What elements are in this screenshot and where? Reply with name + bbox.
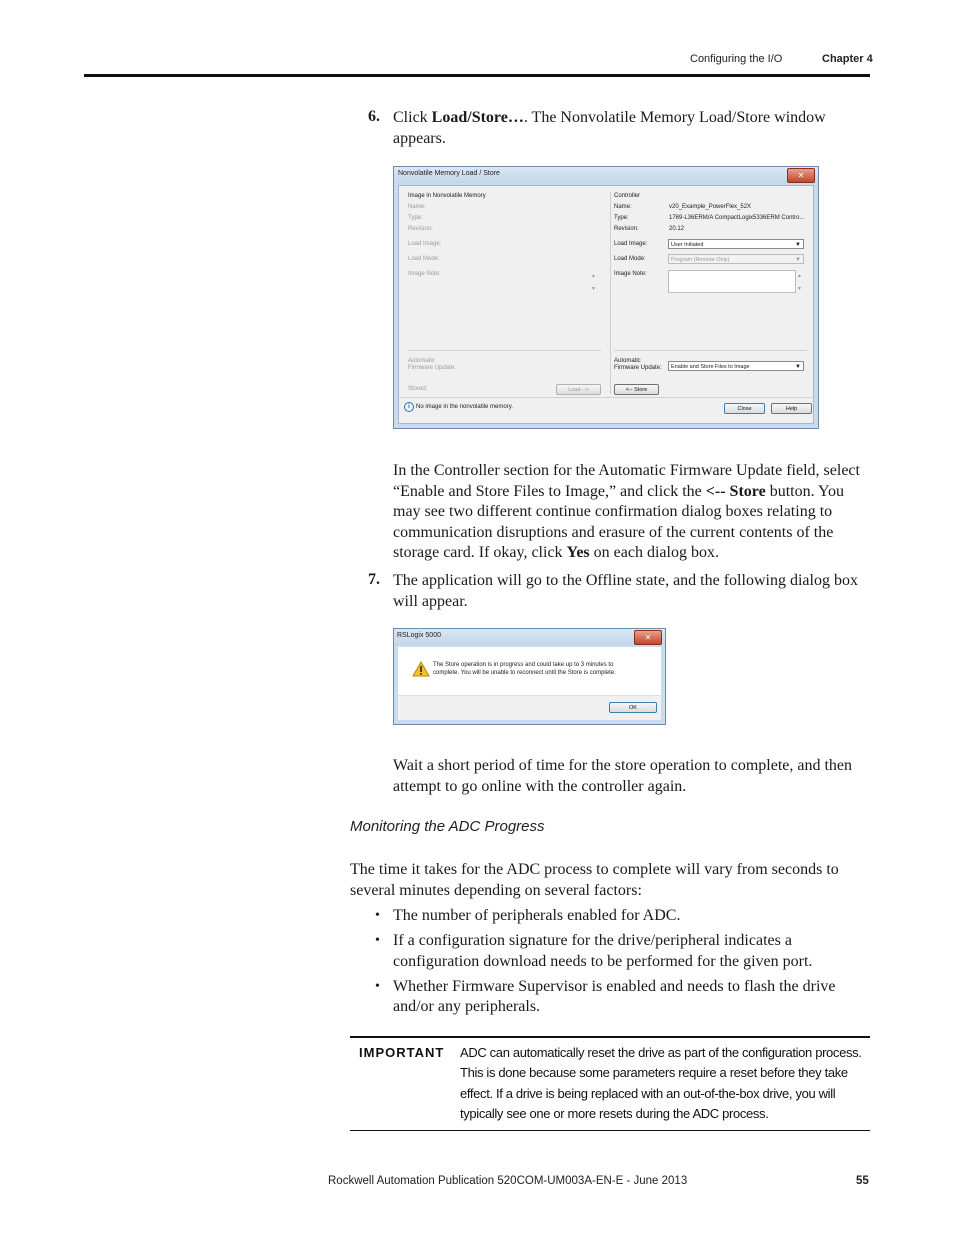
step-6-text xyxy=(393,108,863,149)
dialog2-title: RSLogix 5000 xyxy=(397,632,441,639)
image-load-image-label: Load Image: xyxy=(408,241,442,247)
group-divider xyxy=(610,192,611,394)
help-button[interactable]: Help xyxy=(771,403,812,414)
image-name-label: Name: xyxy=(408,204,426,210)
instr-store-command: <-- Store xyxy=(705,482,766,500)
instr-part-3: on each dialog box. xyxy=(589,544,719,561)
factor-list xyxy=(373,906,873,1018)
image-note-scroll-icon: ▲ ▼ xyxy=(591,273,596,292)
dialog-client xyxy=(398,185,814,424)
dialog2-message-line-1: The Store operation is in progress and could take up to 3 minutes to xyxy=(433,662,614,668)
controller-auto-fw-label-2: Firmware Update: xyxy=(614,365,662,371)
dialog2-titlebar xyxy=(394,629,665,645)
important-top-rule xyxy=(350,1036,870,1038)
firmware-update-value: Enable and Store Files to Image xyxy=(671,364,750,370)
image-revision-label: Revision: xyxy=(408,226,433,232)
close-icon[interactable]: ✕ xyxy=(787,168,815,183)
dialog2-message-line-2: complete. You will be unable to reconnect until the Store is complete. xyxy=(433,670,616,676)
load-mode-select[interactable] xyxy=(668,254,804,264)
image-load-mode-label: Load Mode: xyxy=(408,256,440,262)
step-6-number: 6. xyxy=(368,108,380,125)
dialog2-client xyxy=(398,647,661,720)
ok-button[interactable]: OK xyxy=(609,702,657,713)
close-button[interactable]: Close xyxy=(724,403,765,414)
image-type-label: Type: xyxy=(408,215,423,221)
controller-auto-fw-label-1: Automatic xyxy=(614,358,641,364)
image-stored-label: Stored: xyxy=(408,386,428,392)
load-button[interactable]: Load --> xyxy=(556,384,601,395)
controller-load-image-label: Load Image: xyxy=(614,241,648,247)
chevron-down-icon: ▼ xyxy=(795,242,801,248)
nonvolatile-memory-dialog xyxy=(393,166,819,429)
header-rule xyxy=(84,74,870,77)
dialog2-footer xyxy=(398,695,661,720)
controller-group-separator xyxy=(614,350,807,351)
controller-name-label: Name: xyxy=(614,204,632,210)
wait-paragraph: Wait a short period of time for the store operation to complete, and then attempt to go online with the controller again. xyxy=(393,757,853,795)
step-6-command: Load/Store… xyxy=(431,109,524,126)
dialog-title: Nonvolatile Memory Load / Store xyxy=(398,170,500,177)
running-header-chapter: Chapter 4 xyxy=(822,53,873,65)
firmware-update-select[interactable] xyxy=(668,361,804,371)
controller-name-value: v20_Example_PowerFlex_52X xyxy=(669,204,752,210)
chevron-down-icon: ▼ xyxy=(795,257,801,263)
monitoring-intro: The time it takes for the ADC process to complete will vary from seconds to several minutes depending on several factors: xyxy=(350,861,839,899)
controller-load-mode-label: Load Mode: xyxy=(614,256,646,262)
controller-type-value: 1769-L36ERM/A CompactLogix5336ERM Contro... xyxy=(669,215,805,221)
controller-revision-value: 20.12 xyxy=(669,226,685,232)
info-icon: i xyxy=(404,402,414,412)
instr-part-1: In the Controller section for the Automatic Firmware Update field, select “Enable and Store Files to Image,” and click the xyxy=(393,462,860,500)
step-6-pre: Click xyxy=(393,109,432,126)
image-group-heading: Image in Nonvolatile Memory xyxy=(408,193,486,199)
warning-icon xyxy=(412,661,430,677)
close-icon[interactable]: ✕ xyxy=(634,630,662,645)
running-header-section: Configuring the I/O xyxy=(690,53,783,65)
section-title: Monitoring the ADC Progress xyxy=(350,818,545,835)
dialog-titlebar xyxy=(394,167,818,183)
step-7-text: The application will go to the Offline state, and the following dialog box will appear. xyxy=(393,572,858,610)
image-group-separator xyxy=(408,350,601,351)
important-bottom-rule xyxy=(350,1130,870,1131)
rslogix-dialog xyxy=(393,628,666,725)
load-image-value: User Initiated xyxy=(671,242,704,248)
image-note-label: Image Note: xyxy=(408,271,441,277)
step-7-number: 7. xyxy=(368,571,380,588)
status-text: No image in the nonvolatile memory. xyxy=(416,404,513,410)
footer-publication: Rockwell Automation Publication 520COM-UM003A-EN-E - June 2013 xyxy=(328,1175,688,1187)
status-separator xyxy=(399,397,813,398)
load-image-select[interactable] xyxy=(668,239,804,249)
store-button[interactable]: <-- Store xyxy=(614,384,659,395)
controller-group-heading: Controller xyxy=(614,193,641,199)
controller-type-label: Type: xyxy=(614,215,629,221)
instr-part-2: button. You may see two different continue confirmation dialog boxes relating to communication disruptions and erasure of the current contents of the storage card. If okay, click xyxy=(393,482,844,561)
page-number: 55 xyxy=(856,1175,869,1187)
step-6-post: . The Nonvolatile Memory Load/Store window appears. xyxy=(393,109,826,147)
list-item: • Whether Firmware Supervisor is enabled and needs to flash the drive and/or any peripherals. xyxy=(373,977,873,1018)
controller-image-note-label: Image Note: xyxy=(614,271,647,277)
image-auto-fw-label-2: Firmware Update: xyxy=(408,365,456,371)
controller-note-scroll-icon: ▲ ▼ xyxy=(797,273,802,292)
important-text: ADC can automatically reset the drive as part of the configuration process. This is done because some parameters require a reset before they take effect. If a drive is being replaced with an out-of-the-box drive, you will typically see one or more resets during the ADC process. xyxy=(460,1045,862,1121)
instr-yes-command: Yes xyxy=(566,544,590,561)
controller-revision-label: Revision: xyxy=(614,226,639,232)
controller-instructions xyxy=(393,461,869,564)
list-item: • The number of peripherals enabled for ADC. xyxy=(373,906,873,927)
load-mode-value: Program (Remote Only) xyxy=(671,257,730,263)
list-item: • If a configuration signature for the drive/peripheral indicates a configuration download needs to be performed for the given port. xyxy=(373,931,873,972)
image-auto-fw-label-1: Automatic xyxy=(408,358,435,364)
image-note-textarea[interactable] xyxy=(668,270,796,293)
important-label: IMPORTANT xyxy=(359,1045,445,1060)
chevron-down-icon: ▼ xyxy=(795,364,801,370)
